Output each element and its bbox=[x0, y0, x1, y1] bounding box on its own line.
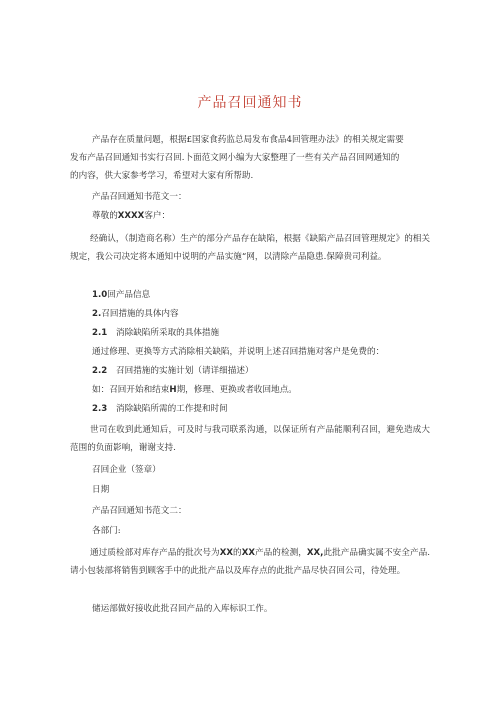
item-2-2-example bbox=[92, 381, 297, 399]
item-2-3-number: 2.3 bbox=[92, 404, 108, 414]
intro-line-1: 产品存在质量问题，根据£国家食药监总局发布食品4回管理办法》的相关规定需要 bbox=[92, 135, 404, 145]
example-prefix: 如：召回开始和结束 bbox=[92, 385, 170, 395]
salutation-suffix: 客户： bbox=[144, 211, 171, 221]
item-2-2 bbox=[92, 362, 254, 380]
body-part-d: 产品的检测， bbox=[254, 548, 307, 558]
example-bold: H bbox=[169, 385, 177, 395]
intro-line-2: 发布产品召回通知书实行召回.卜面范文网小编为大家整理了一些有关产品召回网通知的 bbox=[70, 153, 400, 163]
item-2 bbox=[92, 305, 179, 323]
document-title: 产品召回通知书 bbox=[197, 95, 303, 111]
item-1-text: 回产品信息 bbox=[107, 290, 151, 300]
product-name: XX bbox=[241, 548, 255, 558]
item-2-3-text: 消除缺陷所需的工作提和时间 bbox=[116, 404, 228, 414]
item-2-2-number: 2.2 bbox=[92, 366, 108, 376]
batch-number: XX bbox=[219, 548, 233, 558]
sample1-closing: 世司在收到此通知后，可及时与我司联系沟通，以保证所有产品能顺利召回，避免造成大范围的负面影响，谢谢支持. bbox=[70, 425, 430, 453]
item-2-text: 召回措施的具体内容 bbox=[101, 309, 179, 319]
salutation-bold: XXXX bbox=[117, 211, 145, 221]
body-part-c: 的 bbox=[232, 548, 242, 558]
result-code: XX, bbox=[306, 548, 324, 558]
body-part-e: 此批产品确实属不安全产品.请小包装部将销售到顾客手中的此批产品以及库存点的此批产品尽快召回公司，待处理。 bbox=[70, 548, 430, 576]
intro-line-3: 的内容，供大家参考学习，希望对大家有所帮助. bbox=[70, 171, 254, 181]
sample2-to: 各部门: bbox=[92, 526, 121, 536]
item-2-number: 2. bbox=[92, 309, 102, 319]
salutation-prefix: 尊敬的 bbox=[92, 211, 118, 221]
body-part-a: 通过质检部对库存产品的批次号为 bbox=[90, 548, 220, 558]
example-suffix: 期，修理、更换或者收回地点。 bbox=[176, 385, 297, 395]
sample2-body bbox=[70, 544, 430, 580]
sample1-body: 经确认，（制造商名称）生产的部分产品存在缺陷，根据《缺陷产品召回管理规定》的相关规定，我公司决定将本通知中说明的产品实施“网，以清除产品隐患.保障贵司利益。 bbox=[70, 234, 430, 262]
date-line: 日期 bbox=[92, 485, 110, 495]
item-1 bbox=[92, 286, 150, 304]
item-1-number: 1.0 bbox=[92, 290, 108, 300]
sample1-heading: 产品召回通知书范文一： bbox=[92, 192, 187, 202]
item-2-1 bbox=[92, 324, 219, 342]
item-2-1-text: 消除缺陷所采取的具体措施 bbox=[116, 328, 220, 338]
item-2-3 bbox=[92, 400, 228, 418]
item-2-1-number: 2.1 bbox=[92, 328, 108, 338]
item-2-2-text: 召回措施的实施计划（请详细描述） bbox=[116, 366, 254, 376]
sample2-storage: 储运部做好接收此批召回产品的入库标识工作。 bbox=[92, 604, 273, 614]
sample1-salutation bbox=[92, 207, 170, 225]
sample2-heading: 产品召回通知书范文二： bbox=[92, 506, 187, 516]
item-2-1-desc: 通过修理、更换等方式消除相关缺陷，并说明上述召回措施对客户是免费的： bbox=[92, 347, 385, 357]
signature-line: 召回企业（签章） bbox=[92, 465, 161, 475]
